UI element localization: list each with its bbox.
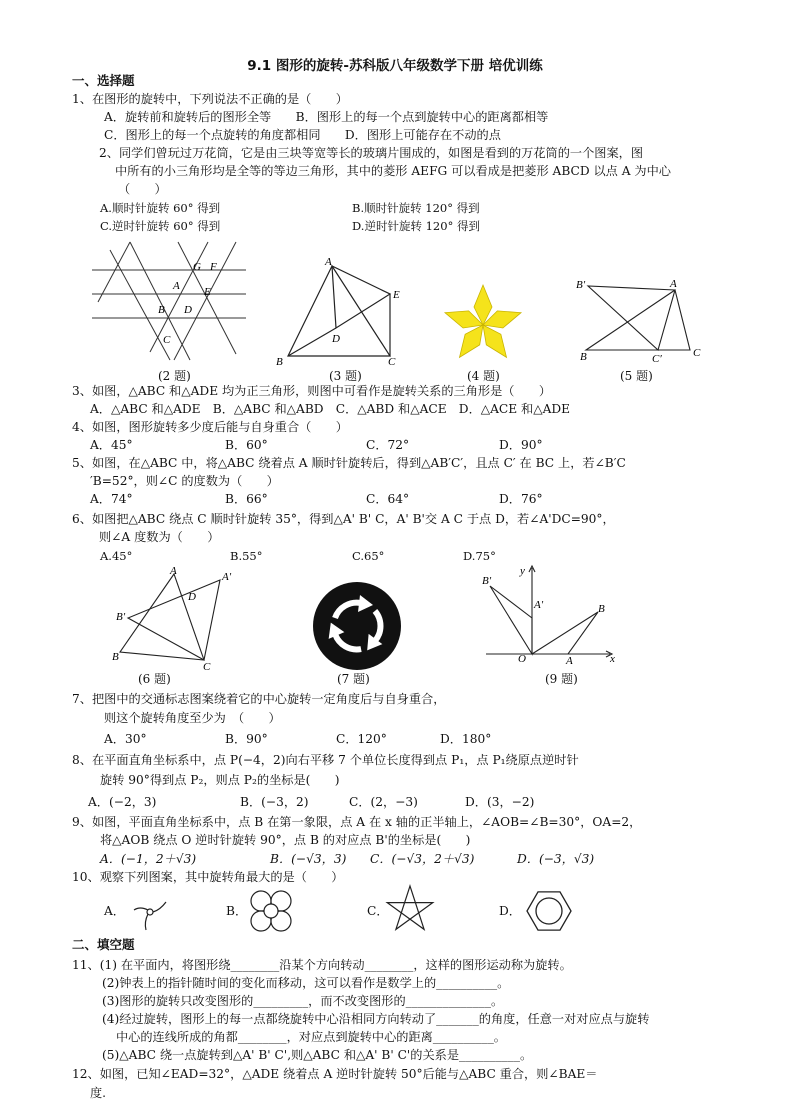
fig5-label-b: B [580, 351, 587, 363]
q1-options-cd: C．图形上的每一个点旋转的角度都相同 D．图形上可能存在不动的点 [104, 128, 501, 142]
q8-option-a: A．(−2，3) [88, 795, 157, 809]
fig9-label-o: O [518, 653, 526, 665]
q7-option-c: C．120° [336, 732, 387, 746]
fig6-label-c: C [203, 661, 211, 673]
q11-part3: (3)图形的旋转只改变图形的_________，而不改变图形的______________。 [102, 994, 504, 1008]
caption-fig7: (7 题) [337, 672, 370, 686]
q4-option-b: B．60° [225, 438, 268, 452]
q9-option-b: B．(−√3，3) [270, 852, 347, 866]
q10-option-b: B． [226, 904, 248, 918]
q9-option-d: D．(−3，√3) [517, 852, 595, 866]
section-choice-heading: 一、选择题 [72, 73, 135, 88]
q10-stem: 10、观察下列图案，其中旋转角最大的是（ ） [72, 870, 344, 884]
q8-option-b: B．(−3，2) [240, 795, 309, 809]
q7-option-a: A．30° [104, 732, 147, 746]
q8-option-d: D．(3，−2) [465, 795, 535, 809]
q10-figure-d-hexagon [524, 886, 574, 936]
fig9-label-b-prime: B′ [482, 575, 492, 587]
q3-options: A．△ABC 和△ADE B．△ABC 和△ABD C．△ABD 和△ACE D．△ACE 和△ADE [90, 402, 571, 416]
caption-fig4: (4 题) [467, 369, 500, 383]
fig9-label-b: B [598, 603, 605, 615]
q11-part4-line2: 中心的连线所成的角都________，对应点到旋转中心的距离__________。 [116, 1030, 506, 1044]
q8-option-c: C．(2，−3) [349, 795, 418, 809]
fig6-label-a: A [170, 565, 177, 577]
q2-option-a: A.顺时针旋转 60° 得到 [100, 201, 221, 215]
page-title: 9.1 图形的旋转-苏科版八年级数学下册 培优训练 [247, 58, 543, 74]
q12-line2: 度. [90, 1086, 107, 1100]
q6-option-d: D.75° [463, 549, 496, 563]
q3-stem: 3、如图，△ABC 和△ADE 均为正三角形，则图中可看作是旋转关系的三角形是（ ） [72, 384, 552, 398]
q6-option-b: B.55° [230, 549, 263, 563]
fig5-label-c: C [693, 347, 701, 359]
figure-3-triangles [272, 256, 412, 368]
q1-stem: 1、在图形的旋转中，下列说法不正确的是（ ） [72, 92, 348, 106]
q2-option-d: D.逆时针旋转 120° 得到 [352, 219, 480, 233]
fig9-label-x: x [610, 653, 615, 665]
fig3-label-a: A [325, 256, 332, 268]
fig6-label-b-prime: B′ [116, 611, 126, 623]
figure-5-rotation [570, 276, 710, 364]
q1-options-ab: A．旋转前和旋转后的图形全等 B．图形上的每一个点到旋转中心的距离都相等 [104, 110, 549, 124]
fig5-label-a: A [670, 278, 677, 290]
fig2-label-d: D [184, 304, 192, 316]
q2-line2: 中所有的小三角形均是全等的等边三角形，其中的菱形 AEFG 可以看成是把菱形 ABCD 以点 A 为中心 [115, 164, 671, 178]
figure-7-traffic-sign [312, 581, 402, 671]
q8-line1: 8、在平面直角坐标系中，点 P(−4，2)向右平移 7 个单位长度得到点 P₁，点 P₁绕原点逆时针 [72, 753, 579, 767]
q11-part1: 11、(1) 在平面内，将图形绕________沿某个方向转动________，这样的图形运动称为旋转。 [72, 958, 572, 972]
q10-figure-a-tripod [130, 892, 170, 932]
q4-stem: 4、如图，图形旋转多少度后能与自身重合（ ） [72, 420, 348, 434]
section-fill-heading: 二、填空题 [72, 937, 135, 952]
q9-option-a: A．(−1，2＋√3) [100, 852, 197, 866]
q5-option-c: C．64° [366, 492, 410, 506]
q5-line2: ′B=52°，则∠C 的度数为（ ） [90, 474, 279, 488]
fig2-label-b: B [158, 304, 165, 316]
figure-4-five-petal-shape [440, 282, 526, 368]
fig9-label-a: A [566, 655, 573, 667]
q7-line1: 7、把图中的交通标志图案绕着它的中心旋转一定角度后与自身重合， [72, 692, 446, 706]
q10-figure-b-four-circles [246, 886, 296, 936]
q4-option-c: C．72° [366, 438, 410, 452]
fig9-label-y: y [520, 565, 525, 577]
q11-part2: (2)钟表上的指针随时间的变化而移动，这可以看作是数学上的__________。 [102, 976, 510, 990]
caption-fig9: (9 题) [545, 672, 578, 686]
caption-fig5: (5 题) [620, 369, 653, 383]
caption-fig6: (6 题) [138, 672, 171, 686]
caption-fig3: (3 题) [329, 369, 362, 383]
fig2-label-f: F [210, 261, 217, 273]
fig5-label-c-prime: C′ [652, 353, 662, 365]
fig3-label-b: B [276, 356, 283, 368]
q4-option-d: D．90° [499, 438, 543, 452]
q5-line1: 5、如图，在△ABC 中，将△ABC 绕着点 A 顺时针旋转后，得到△AB′C′，且点 C′ 在 BC 上，若∠B′C [72, 456, 626, 470]
q11-part5: (5)△ABC 绕一点旋转到△A' B' C',则△ABC 和△A' B' C'的关系是__________。 [102, 1048, 533, 1062]
figure-9-coordinate-plane [482, 560, 622, 670]
q11-part4-line1: (4)经过旋转，图形上的每一点都绕旋转中心沿相同方向转动了_______的角度，任意一对对应点与旋转 [102, 1012, 650, 1026]
q6-line1: 6、如图把△ABC 绕点 C 顺时针旋转 35°，得到△A' B' C，A' B'交 A C 于点 D，若∠A'DC=90°， [72, 512, 615, 526]
fig2-label-a: A [173, 280, 180, 292]
fig3-label-c: C [388, 356, 396, 368]
q7-option-d: D．180° [440, 732, 492, 746]
q10-figure-c-star [384, 884, 436, 936]
q2-option-b: B.顺时针旋转 120° 得到 [352, 201, 480, 215]
fig2-label-e: E [204, 286, 211, 298]
fig2-label-g: G [193, 261, 201, 273]
fig3-label-d: D [332, 333, 340, 345]
q12-line1: 12、如图，已知∠EAD=32°，△ADE 绕着点 A 逆时针旋转 50°后能与△ABC 重合，则∠BAE＝ [72, 1067, 598, 1081]
fig6-label-b: B [112, 651, 119, 663]
fig3-label-e: E [393, 289, 400, 301]
fig6-label-d: D [188, 591, 196, 603]
q2-option-c: C.逆时针旋转 60° 得到 [100, 219, 221, 233]
q5-option-d: D．76° [499, 492, 543, 506]
q7-line2: 则这个旋转角度至少为 （ ） [104, 711, 281, 725]
q5-option-b: B．66° [225, 492, 268, 506]
q9-line1: 9、如图，平面直角坐标系中，点 B 在第一象限，点 A 在 x 轴的正半轴上，∠AOB=∠B=30°，OA=2， [72, 815, 642, 829]
fig9-label-a-prime: A′ [534, 599, 544, 611]
q10-option-a: A． [104, 904, 125, 918]
caption-fig2: (2 题) [158, 369, 191, 383]
q2-line3: （ ） [118, 182, 167, 196]
q6-line2: 则∠A 度数为（ ） [99, 530, 220, 544]
fig5-label-b-prime: B′ [576, 279, 586, 291]
q6-option-c: C.65° [352, 549, 385, 563]
q4-option-a: A．45° [90, 438, 133, 452]
q10-option-d: D． [499, 904, 521, 918]
q6-option-a: A.45° [100, 549, 133, 563]
q7-option-b: B．90° [225, 732, 268, 746]
figure-2-kaleidoscope [90, 242, 250, 364]
fig2-label-c: C [163, 334, 171, 346]
fig6-label-a-prime: A′ [222, 571, 232, 583]
q8-line2: 旋转 90°得到点 P₂，则点 P₂的坐标是( ) [100, 773, 340, 787]
figure-6-rotation [110, 565, 240, 673]
q5-option-a: A．74° [90, 492, 133, 506]
q9-option-c: C．(−√3，2＋√3) [370, 852, 475, 866]
q9-line2: 将△AOB 绕点 O 逆时针旋转 90°，点 B 的对应点 B'的坐标是( ) [100, 833, 471, 847]
q10-option-c: C． [367, 904, 389, 918]
q2-line1: 2、同学们曾玩过万花筒，它是由三块等宽等长的玻璃片围成的，如图是看到的万花筒的一个图案，图 [99, 146, 644, 160]
